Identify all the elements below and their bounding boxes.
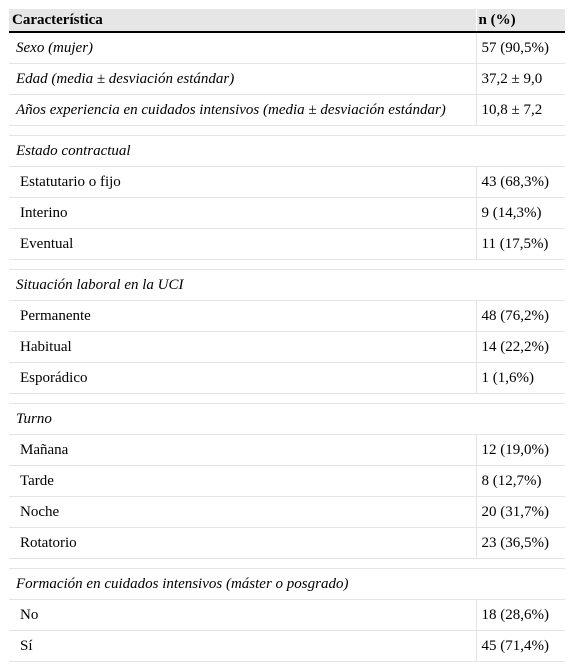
section-title: Formación en cuidados intensivos (máster o posgrado) [9, 569, 565, 600]
section-spacer [9, 394, 565, 404]
row-label: Sexo (mujer) [9, 32, 476, 64]
section-title: Turno [9, 404, 565, 435]
row-label: Interino [9, 198, 476, 229]
row-label: Esporádico [9, 363, 476, 394]
row-value: 14 (22,2%) [476, 332, 565, 363]
characteristics-table-container [9, 9, 565, 662]
row-value: 12 (19,0%) [476, 435, 565, 466]
section-heading-row [9, 569, 565, 600]
row-value: 45 (71,4%) [476, 631, 565, 662]
row-label: Sí [9, 631, 476, 662]
table-row [9, 64, 565, 95]
table-row [9, 332, 565, 363]
row-value: 8 (12,7%) [476, 466, 565, 497]
row-value: 9 (14,3%) [476, 198, 565, 229]
section-heading-row [9, 404, 565, 435]
row-value: 37,2 ± 9,0 [476, 64, 565, 95]
row-value: 57 (90,5%) [476, 32, 565, 64]
row-label: Mañana [9, 435, 476, 466]
row-value: 10,8 ± 7,2 [476, 95, 565, 126]
row-value: 1 (1,6%) [476, 363, 565, 394]
table-row [9, 363, 565, 394]
table-header-row [9, 9, 565, 32]
row-label: Tarde [9, 466, 476, 497]
row-label: Permanente [9, 301, 476, 332]
table-row [9, 32, 565, 64]
section-title: Estado contractual [9, 136, 565, 167]
row-value: 23 (36,5%) [476, 528, 565, 559]
table-row [9, 229, 565, 260]
section-heading-row [9, 270, 565, 301]
row-label: Estatutario o fijo [9, 167, 476, 198]
row-value: 48 (76,2%) [476, 301, 565, 332]
table-row [9, 600, 565, 631]
table-row [9, 301, 565, 332]
table-row [9, 528, 565, 559]
row-label: Eventual [9, 229, 476, 260]
row-label: Rotatorio [9, 528, 476, 559]
section-heading-row [9, 136, 565, 167]
table-row [9, 631, 565, 662]
section-title: Situación laboral en la UCI [9, 270, 565, 301]
section-spacer [9, 126, 565, 136]
row-label: No [9, 600, 476, 631]
row-value: 20 (31,7%) [476, 497, 565, 528]
table-row [9, 167, 565, 198]
section-spacer [9, 559, 565, 569]
table-row [9, 466, 565, 497]
header-n-percent: n (%) [476, 9, 565, 32]
row-value: 18 (28,6%) [476, 600, 565, 631]
header-characteristic: Característica [9, 9, 476, 32]
row-value: 11 (17,5%) [476, 229, 565, 260]
row-label: Noche [9, 497, 476, 528]
table-row [9, 198, 565, 229]
table-row [9, 435, 565, 466]
row-value: 43 (68,3%) [476, 167, 565, 198]
characteristics-table [9, 9, 565, 662]
row-label: Años experiencia en cuidados intensivos (media ± desviación estándar) [9, 95, 476, 126]
section-spacer [9, 260, 565, 270]
table-row [9, 497, 565, 528]
table-row [9, 95, 565, 126]
row-label: Edad (media ± desviación estándar) [9, 64, 476, 95]
row-label: Habitual [9, 332, 476, 363]
